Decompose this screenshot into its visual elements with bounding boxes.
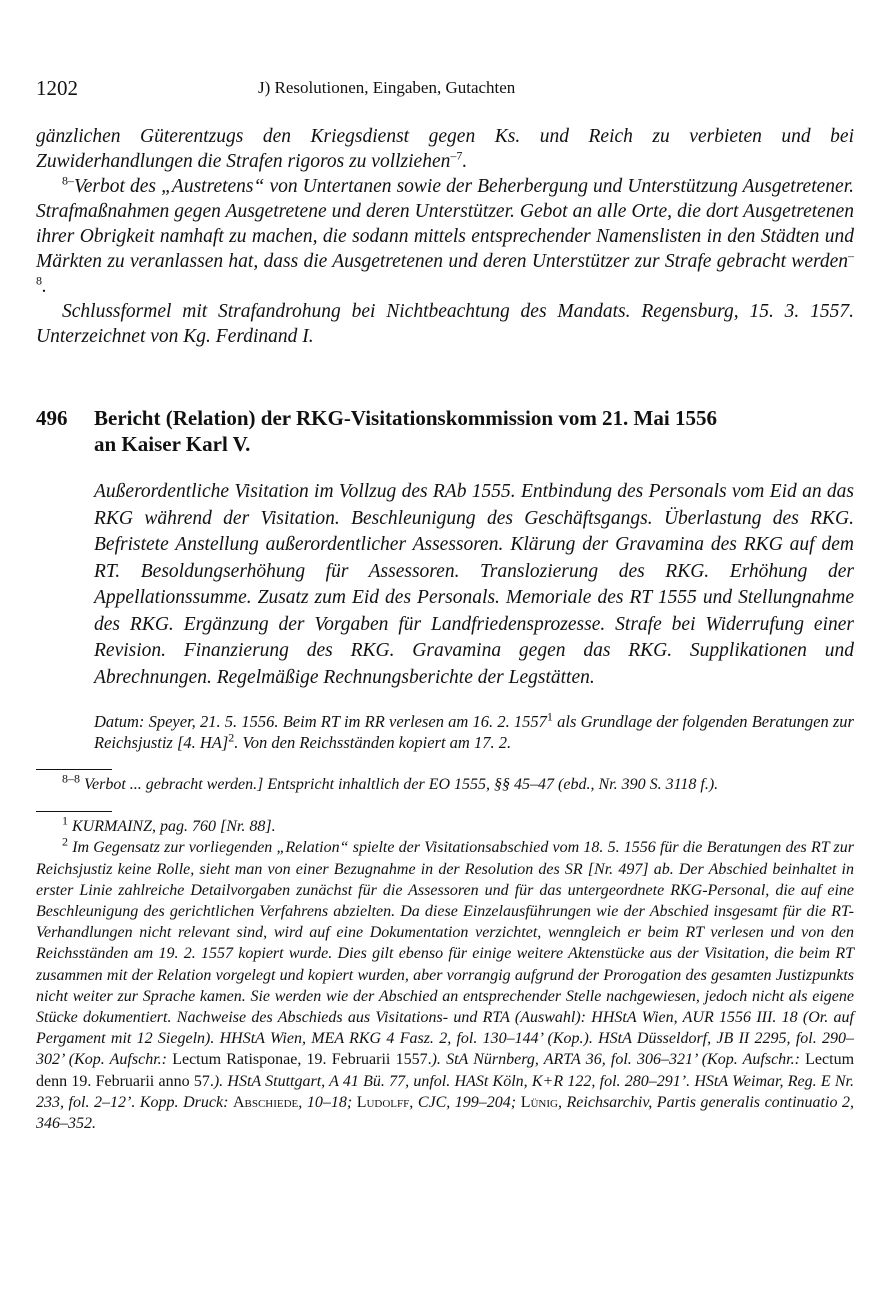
document-number: 496 bbox=[36, 406, 68, 430]
running-head bbox=[36, 76, 854, 106]
footnote-mark: 2 bbox=[228, 730, 235, 744]
continuation-text bbox=[36, 124, 854, 349]
footnote-1: $^1$ KURMAINZ, pag. 760 [Nr. 88]. bbox=[62, 813, 276, 836]
running-section-title: J) Resolutionen, Eingaben, Gutachten bbox=[258, 78, 516, 97]
document-regest: Außerordentliche Visitation im Vollzug des RAb 1555. Entbindung des Personals vom Eid an das RKG während der Visitation. Beschleunigung des Geschäftsgangs. Überlastung des RKG. Befristete Anstellung außerordentlicher Assessoren. Klärung der Gravamina des RKG auf dem RT. Besoldungserhöhung für Assessoren. Translozierung des RKG. Erhöhung der Appellationssumme. Zusatz zum Eid des Personals. Memoriale des RT 1555 und Stellungnahme des RKG. Ergänzung der Vorgaben für Landfriedensprozesse. Strafe bei Widerrufung einer Revision. Finanzierung des RKG. Gravamina gegen das RKG. Supplikationen und Abrechnungen. Regelmäßige Rechnungsberichte der Legstätten. bbox=[94, 481, 854, 688]
footnote-divider bbox=[36, 769, 112, 770]
footnote-mark: 8– bbox=[62, 173, 74, 188]
document-heading bbox=[36, 405, 854, 457]
continuation-paragraph-2: $^{8-}$Verbot des „Austretens“ von Untertanen sowie der Beherbergung und Unterstützung Ausgetretener. Strafmaßnahmen gegen Ausgetretene und deren Unterstützer. Gebot an alle Orte, die dort Ausgetretenen ihrer Obrigkeit namhaft zu machen, die sodann mittels entsprechender Namenslisten in den Städten und Märkten zu veranlassen hat, dass die Ausgetretenen und deren Unterstützer zur Strafe gebracht werden$^{-8}$. bbox=[36, 173, 854, 297]
footnote-mark: –8 bbox=[36, 248, 854, 288]
footnote-divider bbox=[36, 811, 112, 812]
footnote-mark: 1 bbox=[546, 709, 553, 723]
footnote-mark: –7 bbox=[450, 148, 463, 163]
footnote-2: $^2$ Im Gegensatz zur vorliegenden „Relation“ spielte der Visitationsabschied vom 18. 5. 1556 für die Beratungen des RT zur Reichsjustiz keine Rolle, sieht man von einer Bezugnahme in der Resolution des SR [Nr. 497] ab. Der Abschied beinhaltet in erster Linie zahlreiche Detailvorgaben zunächst für die Assessoren und für das untergeordnete RKG-Personal, die auf eine Beschleunigung des gerichtlichen Verfahrens abzielten. Da diese Einzelausführungen wie der Abschied insgesamt für die RT-Verhandlungen nicht relevant sind, wird auf eine Dokumentation verzichtet, wenngleich er beim RT verlesen und von den Reichsständen am 19. 2. 1557 kopiert wurde. Dies gilt ebenso für einige weitere Aktenstücke aus der Visitation, die beim RT zusammen mit der Relation vorgelegt und kopiert wurden, aber vorrangig aufgrund der Prorogation des gesamten Justizpunkts nicht weiter zur Sprache kamen. Sie werden wie der Abschied an entsprechender Stelle nachgewiesen, jedoch nicht als eigene Stücke dokumentiert. Nachweise des Abschieds aus Visitations- und RTA (Auswahl): HHStA Wien, AUR 1556 III. 18 (Or. auf Pergament mit 12 Siegeln). HHStA Wien, MEA RKG 4 Fasz. 2, fol. 130–144’ (Kop.). HStA Düsseldorf, JB II 2295, fol. 290–302’ (Kop. Aufschr.: Lectum Ratisponae, 19. Februarii 1557.). StA Nürnberg, ARTA 36, fol. 306–321’ (Kop. Aufschr.: Lectum denn 19. Februarii anno 57.). HStA Stuttgart, A 41 Bü. 77, unfol. HASt Köln, K+R 122, fol. 280–291’. HStA Weimar, Reg. E Nr. 233, fol. 2–12’. Kopp. Druck: Abschiede, 10–18; Ludolff, CJC, 199–204; Lünig, Reichsarchiv, Partis generalis continuatio 2, 346–352. bbox=[36, 835, 855, 1133]
footnote-8-8: $^{8-8}$ Verbot ... gebracht werden.] Entspricht inhaltlich der EO 1555, §§ 45–47 (ebd., Nr. 390 S. 3118 f.). bbox=[62, 771, 719, 793]
continuation-paragraph-3: Schlussformel mit Strafandrohung bei Nichtbeachtung des Mandats. Regensburg, 15. 3. 1557. Unterzeichnet von Kg. Ferdinand I. bbox=[36, 301, 854, 347]
document-page bbox=[36, 76, 854, 1134]
document-datum: Datum: Speyer, 21. 5. 1556. Beim RT im RR verlesen am 16. 2. 1557$^1$ als Grundlage der folgenden Beratungen zur Reichsjustiz [4. HA]$^2$. Von den Reichsständen kopiert am 17. 2. bbox=[94, 709, 854, 752]
continuation-paragraph-1: gänzlichen Güterentzugs den Kriegsdienst gegen Ks. und Reich zu verbieten und bei Zuwiderhandlungen die Strafen rigoros zu vollziehen$^{-7}$. bbox=[36, 126, 854, 172]
page-number: 1202 bbox=[36, 76, 78, 100]
document-title: Bericht (Relation) der RKG-Visitationskommission vom 21. Mai 1556 an Kaiser Karl V. bbox=[94, 406, 717, 456]
